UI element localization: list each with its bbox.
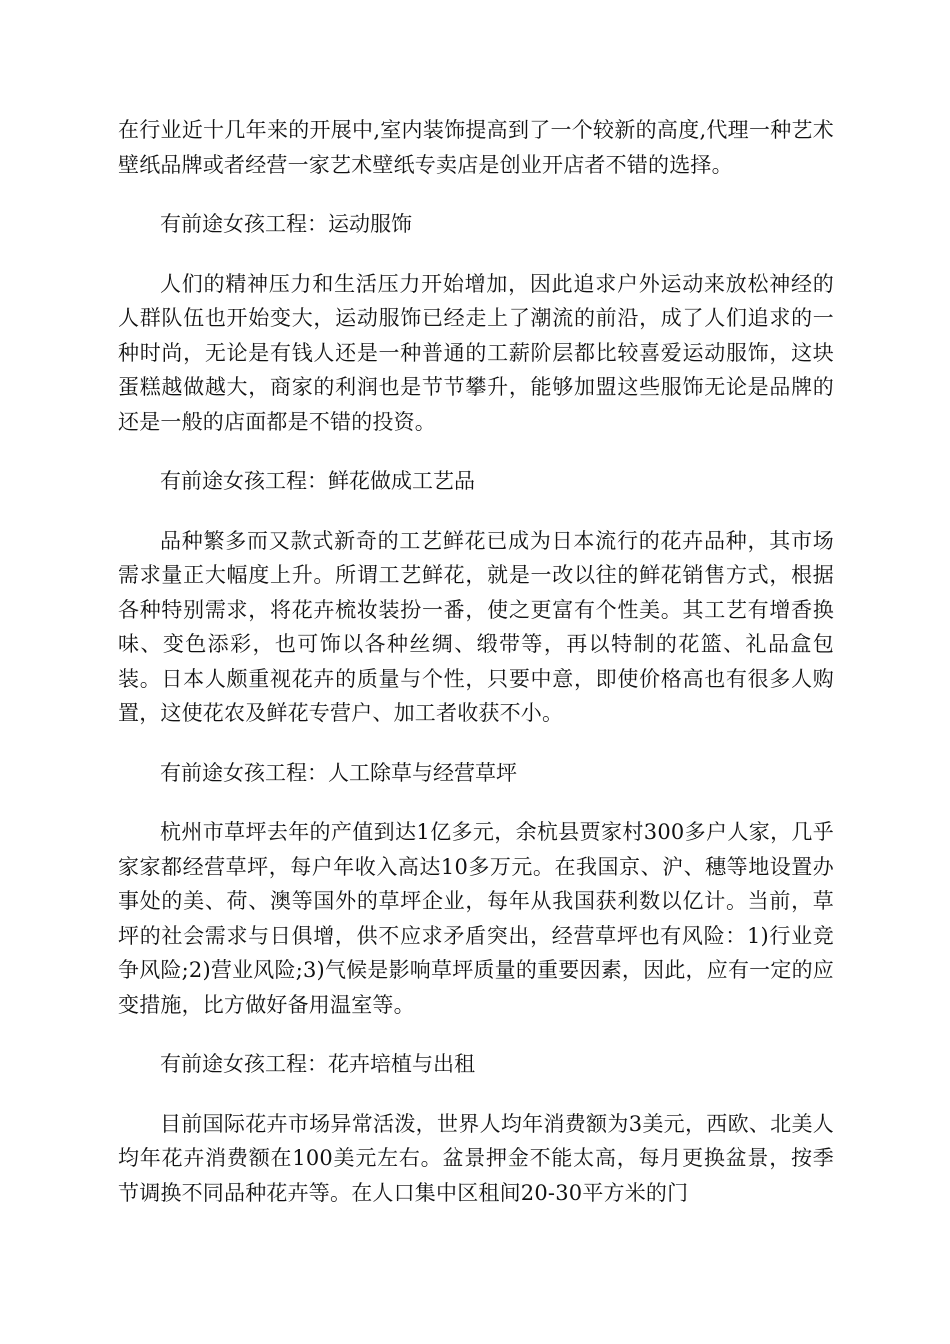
spacer [118, 182, 834, 207]
paragraph-lawn: 杭州市草坪去年的产值到达1亿多元，余杭县贾家村300多户人家，几乎家家都经营草坪，每户年收入高达10多万元。在我国京、沪、穗等地设置办事处的美、荷、澳等国外的草坪企业，每年从我国获利数以亿计。当前，草坪的社会需求与日俱增，供不应求矛盾突出，经营草坪也有风险：1)行业竞争风险;2)营业风险;3)气候是影响草坪质量的重要因素，因此，应有一定的应变措施，比方做好备用温室等。 [118, 820, 834, 1017]
paragraph-flower-crafts: 品种繁多而又款式新奇的工艺鲜花已成为日本流行的花卉品种，其市场需求量正大幅度上升。所谓工艺鲜花，就是一改以往的鲜花销售方式，根据各种特别需求，将花卉梳妆装扮一番，使之更富有个性美。其工艺有增香换味、变色添彩，也可饰以各种丝绸、缎带等，再以特制的花篮、礼品盒包装。日本人颇重视花卉的质量与个性，只要中意，即使价格高也有很多人购置，这使花农及鲜花专营户、加工者收获不小。 [118, 528, 834, 725]
spacer [118, 242, 834, 267]
spacer [118, 1022, 834, 1047]
paragraph-sportswear: 人们的精神压力和生活压力开始增加，因此追求户外运动来放松神经的人群队伍也开始变大，运动服饰已经走上了潮流的前沿，成了人们追求的一种时尚，无论是有钱人还是一种普通的工薪阶层都比较喜爱运动服饰，这块蛋糕越做越大，商家的利润也是节节攀升，能够加盟这些服饰无论是品牌的还是一般的店面都是不错的投资。 [118, 271, 834, 434]
section-heading-lawn: 有前途女孩工程：人工除草与经营草坪 [160, 760, 517, 785]
spacer [118, 790, 834, 815]
spacer [118, 439, 834, 464]
spacer [118, 1082, 834, 1107]
section-heading-sportswear: 有前途女孩工程：运动服饰 [160, 212, 412, 236]
section-heading-flower-rental: 有前途女孩工程：花卉培植与出租 [160, 1052, 475, 1076]
paragraph-flower-rental: 目前国际花卉市场异常活泼，世界人均年消费额为3美元，西欧、北美人均年花卉消费额在100美元左右。盆景押金不能太高，每月更换盆景，按季节调换不同品种花卉等。在人口集中区租间20-30平方米的门 [118, 1111, 834, 1205]
section-heading-flower-crafts: 有前途女孩工程：鲜花做成工艺品 [160, 469, 475, 493]
document-page [118, 113, 834, 1210]
spacer [118, 499, 834, 524]
paragraph-intro: 在行业近十几年来的开展中,室内装饰提高到了一个较新的高度,代理一种艺术壁纸品牌或者经营一家艺术壁纸专卖店是创业开店者不错的选择。 [118, 118, 834, 177]
spacer [118, 731, 834, 756]
